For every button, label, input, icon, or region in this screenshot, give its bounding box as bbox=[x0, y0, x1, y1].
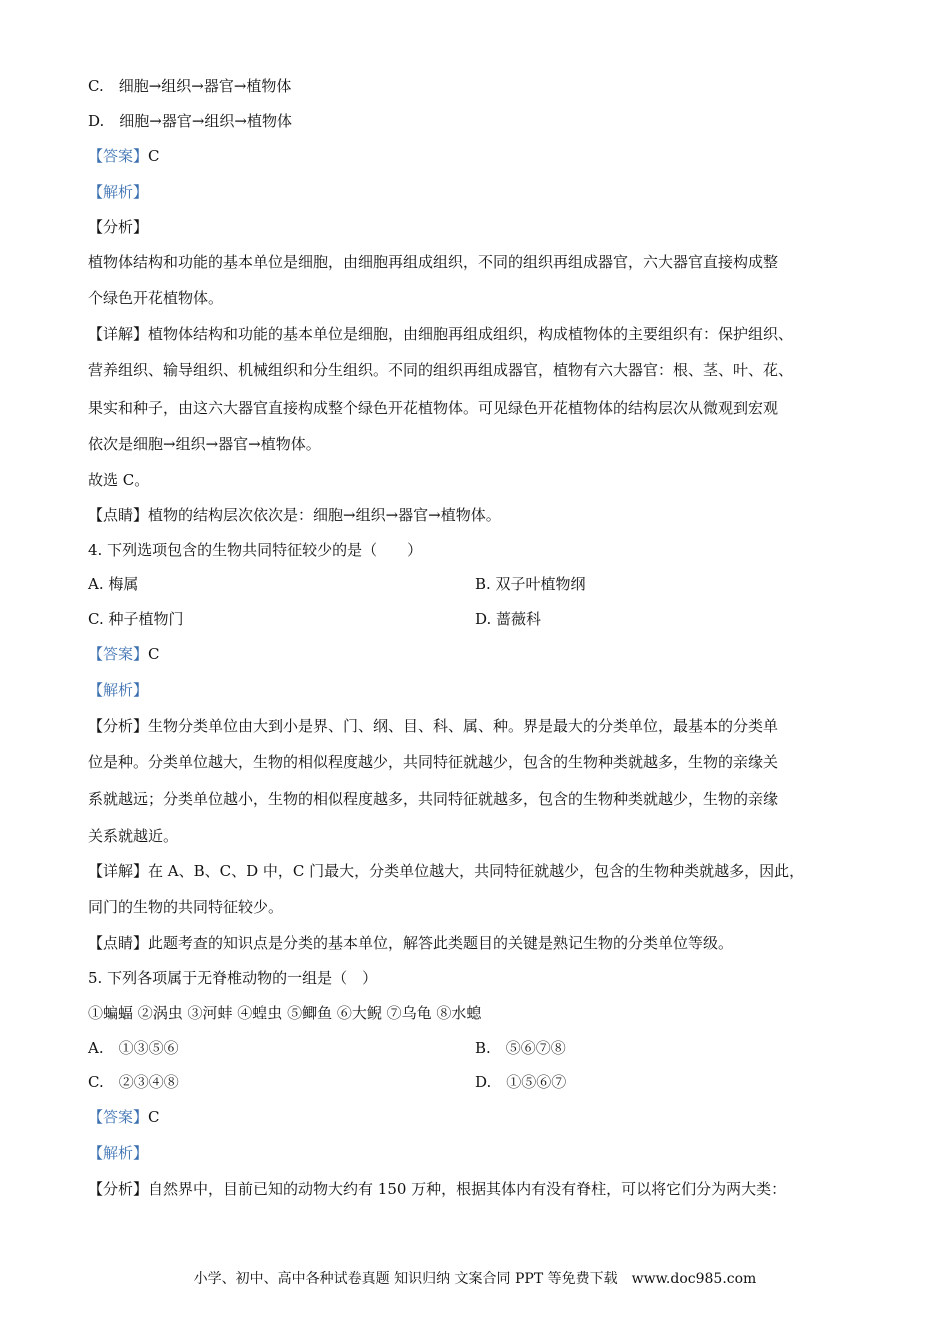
q4-analysis-l3: 系就越远；分类单位越小，生物的相似程度越多，共同特征就越多，包含的生物种类就越少，生物的亲缘 bbox=[88, 790, 779, 808]
comment-text: 植物的结构层次依次是：细胞→组织→器官→植物体。 bbox=[148, 506, 501, 524]
q4-detail-l1 bbox=[88, 861, 880, 881]
q5-question: 5. 下列各项属于无脊椎动物的一组是（ ） bbox=[88, 969, 378, 987]
q5-items: ①蝙蝠 ②涡虫 ③河蚌 ④蝗虫 ⑤鲫鱼 ⑥大鲵 ⑦乌龟 ⑧水螅 bbox=[88, 1004, 482, 1022]
q4-option-c: C. 种子植物门 bbox=[88, 610, 184, 628]
comment-text: 此题考查的知识点是分类的基本单位，解答此类题目的关键是熟记生物的分类单位等级。 bbox=[148, 934, 734, 952]
q3-analysis-tag-line bbox=[88, 217, 880, 237]
q4-detail-l2: 同门的生物的共同特征较少。 bbox=[88, 898, 284, 916]
explain-tag: 【解析】 bbox=[88, 183, 149, 201]
q3-answer-line bbox=[88, 146, 880, 166]
answer-value: C bbox=[148, 1108, 160, 1126]
answer-value: C bbox=[148, 147, 160, 165]
analysis-tag: 【分析】 bbox=[88, 218, 149, 236]
comment-tag: 【点睛】 bbox=[88, 934, 149, 952]
q4-analysis-l4: 关系就越近。 bbox=[88, 827, 179, 845]
q4-explain-line bbox=[88, 680, 880, 700]
q5-option-a: A. ①③⑤⑥ bbox=[88, 1039, 179, 1057]
q3-option-c: C. 细胞→组织→器官→植物体 bbox=[88, 77, 292, 95]
q4-question: 4. 下列选项包含的生物共同特征较少的是（ ） bbox=[88, 541, 423, 559]
detail-text: 在 A、B、C、D 中，C 门最大，分类单位越大，共同特征就越少，包含的生物种类就越多，因此， bbox=[148, 862, 805, 880]
q3-analysis-l2: 个绿色开花植物体。 bbox=[88, 289, 224, 307]
q5-answer-line bbox=[88, 1107, 880, 1127]
q4-comment-line bbox=[88, 933, 880, 953]
answer-value: C bbox=[148, 645, 160, 663]
analysis-text: 自然界中，目前已知的动物大约有 150 万种，根据其体内有没有脊柱，可以将它们分为两大类： bbox=[148, 1180, 787, 1198]
q5-analysis-l1 bbox=[88, 1179, 880, 1199]
q4-answer-line bbox=[88, 644, 880, 664]
comment-tag: 【点睛】 bbox=[88, 506, 149, 524]
detail-text: 植物体结构和功能的基本单位是细胞，由细胞再组成组织，构成植物体的主要组织有：保护组织、 bbox=[148, 325, 794, 343]
q4-option-b: B. 双子叶植物纲 bbox=[475, 575, 586, 593]
answer-tag: 【答案】 bbox=[88, 147, 149, 165]
answer-tag: 【答案】 bbox=[88, 645, 149, 663]
q3-detail-l1 bbox=[88, 324, 880, 344]
q4-analysis-l2: 位是种。分类单位越大，生物的相似程度越少，共同特征就越少，包含的生物种类就越多，生物的亲缘关 bbox=[88, 753, 779, 771]
q3-comment-line bbox=[88, 505, 880, 525]
analysis-text: 生物分类单位由大到小是界、门、纲、目、科、属、种。界是最大的分类单位，最基本的分类单 bbox=[148, 717, 779, 735]
q3-detail-l4: 依次是细胞→组织→器官→植物体。 bbox=[88, 435, 321, 453]
q4-option-a: A. 梅属 bbox=[88, 575, 139, 593]
q3-detail-l3: 果实和种子，由这六大器官直接构成整个绿色开花植物体。可见绿色开花植物体的结构层次从微观到宏观 bbox=[88, 399, 779, 417]
explain-tag: 【解析】 bbox=[88, 1144, 149, 1162]
answer-tag: 【答案】 bbox=[88, 1108, 149, 1126]
detail-tag: 【详解】 bbox=[88, 862, 149, 880]
q5-option-d: D. ①⑤⑥⑦ bbox=[475, 1073, 567, 1091]
detail-tag: 【详解】 bbox=[88, 325, 149, 343]
analysis-tag: 【分析】 bbox=[88, 717, 149, 735]
q5-option-b: B. ⑤⑥⑦⑧ bbox=[475, 1039, 566, 1057]
q3-explain-line bbox=[88, 182, 880, 202]
page-footer: 小学、初中、高中各种试卷真题 知识归纳 文案合同 PPT 等免费下载 www.doc985.com bbox=[193, 1271, 757, 1287]
analysis-tag: 【分析】 bbox=[88, 1180, 149, 1198]
q5-explain-line bbox=[88, 1143, 880, 1163]
q4-option-d: D. 蔷薇科 bbox=[475, 610, 542, 628]
q4-analysis-l1 bbox=[88, 716, 880, 736]
q5-option-c: C. ②③④⑧ bbox=[88, 1073, 179, 1091]
q3-analysis-l1: 植物体结构和功能的基本单位是细胞，由细胞再组成组织，不同的组织再组成器官，六大器官直接构成整 bbox=[88, 253, 779, 271]
explain-tag: 【解析】 bbox=[88, 681, 149, 699]
q3-detail-l2: 营养组织、输导组织、机械组织和分生组织。不同的组织再组成器官，植物有六大器官：根、茎、叶、花、 bbox=[88, 361, 794, 379]
q3-conclusion: 故选 C。 bbox=[88, 471, 150, 489]
q3-option-d: D. 细胞→器官→组织→植物体 bbox=[88, 112, 292, 130]
